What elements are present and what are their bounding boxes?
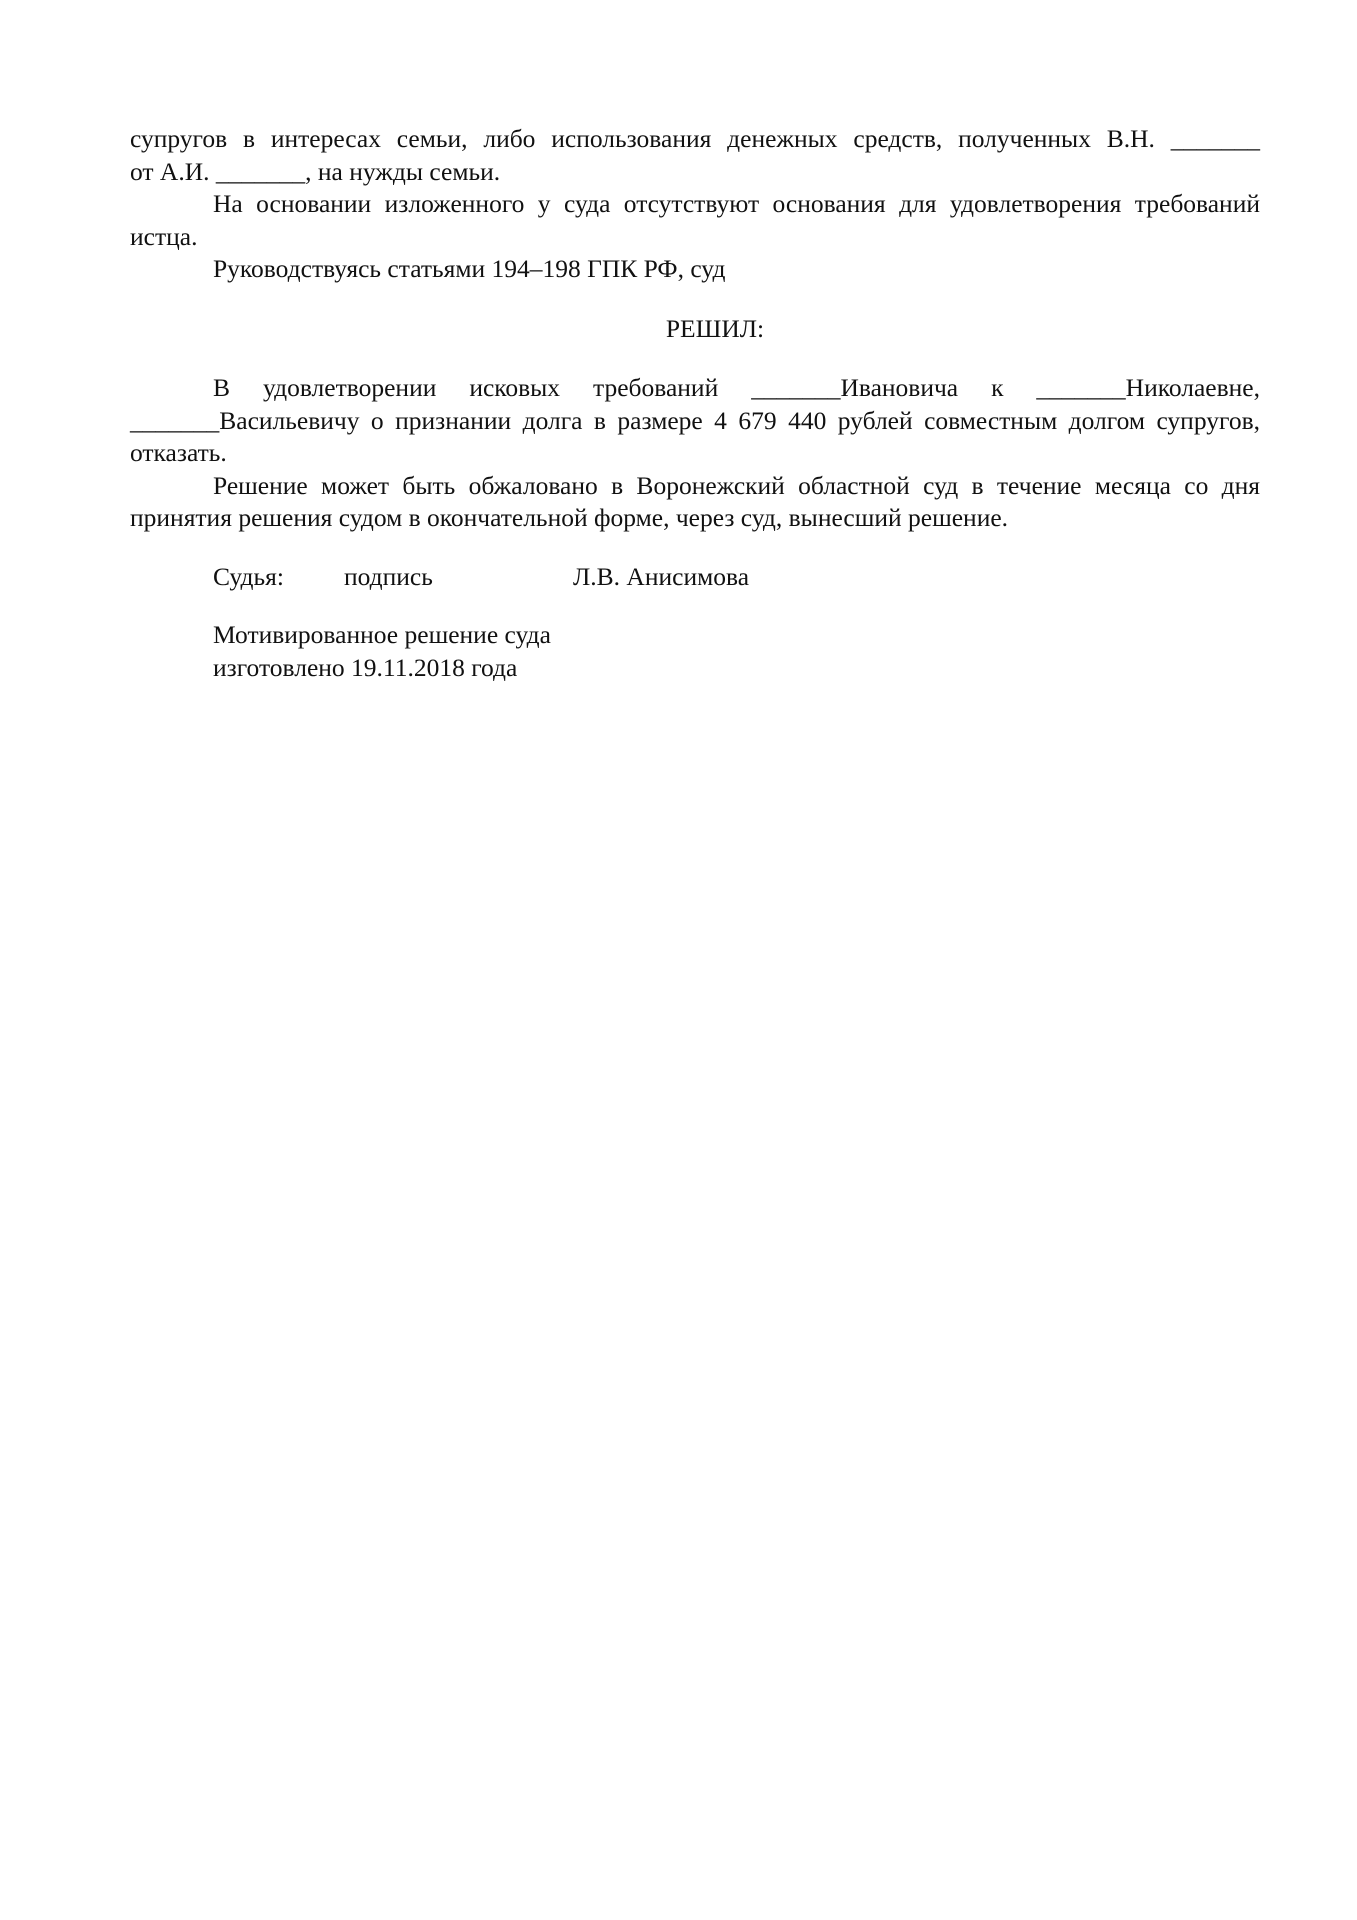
judge-label: Судья: [213,561,284,591]
document-body [130,123,1260,684]
motivated-decision-note [130,619,1260,684]
paragraph-line: от А.И. _______, на нужды семьи. [130,156,501,186]
signature-text: подпись [344,561,433,591]
signature-block [130,561,1260,594]
paragraph-decision: В удовлетворении исковых требований _______Ивановича к _______Николаевне, _______Васильевичу о признании долга в размере 4 679 440 рублей совместным долгом супругов, отказать. [130,373,1260,467]
paragraph-appeal: Решение может быть обжаловано в Воронежский областной суд в течение месяца со дня принятия решения судом в окончательной форме, через суд, вынесший решение. [130,470,1260,532]
motivated-line: Мотивированное решение суда [213,620,551,649]
paragraph-grounds: На основании изложенного у суда отсутствуют основания для удовлетворения требований истца. [130,189,1260,251]
decision-heading: РЕШИЛ: [665,313,765,343]
motivated-date-line: изготовлено 19.11.2018 года [213,652,518,682]
paragraph-line: супругов в интересах семьи, либо использования денежных средств, полученных В.Н. _______ [130,124,1260,153]
paragraph-articles: Руководствуясь статьями 194–198 ГПК РФ, суд [213,254,726,283]
judge-name: Л.В. Анисимова [573,561,750,591]
